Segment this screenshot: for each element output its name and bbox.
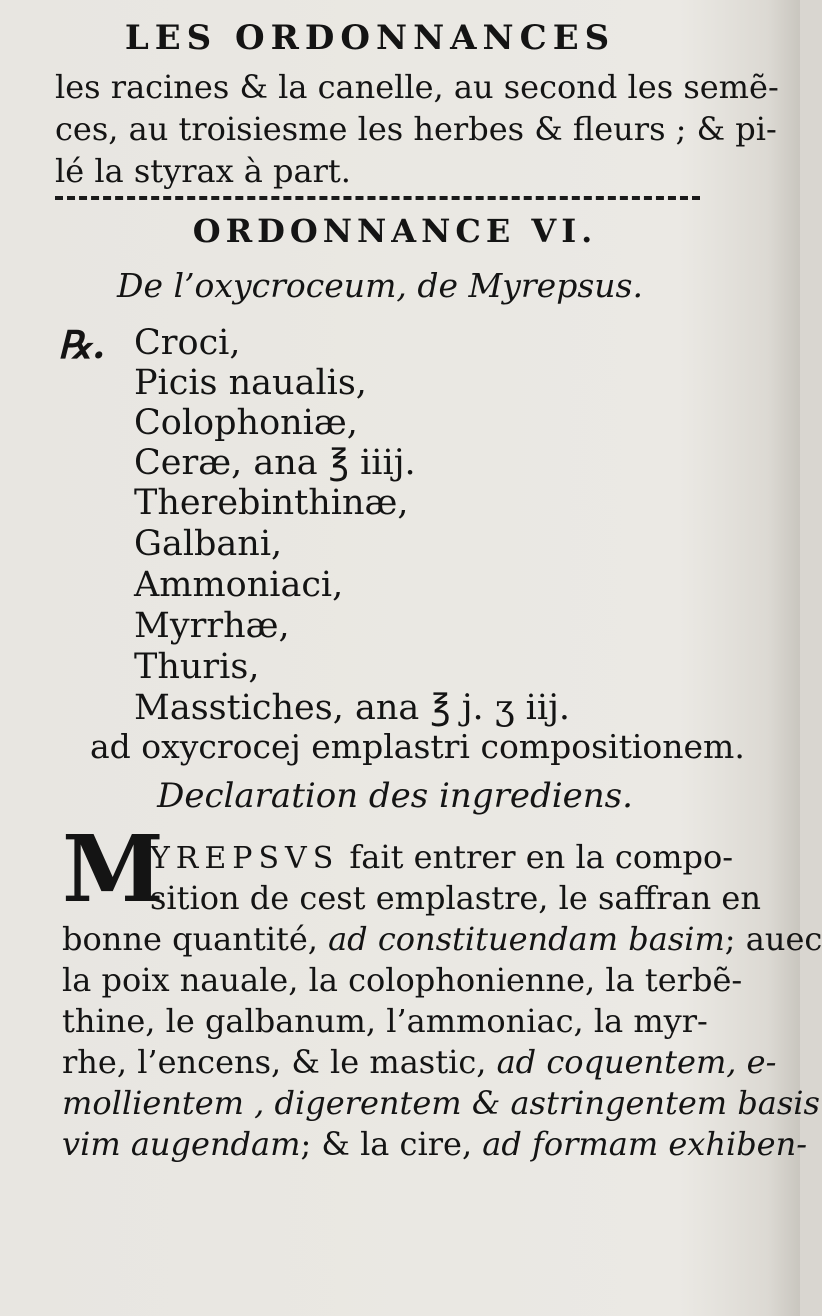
declaration-line bbox=[62, 961, 742, 999]
text-line: lé la styrax à part. bbox=[55, 152, 351, 190]
text-line: ces, au troisiesme les herbes & fleurs ; & pi- bbox=[55, 110, 777, 148]
latin-phrase: ad formam exhiben- bbox=[482, 1125, 808, 1163]
latin-phrase: mollientem , digerentem & astringentem basis bbox=[62, 1084, 820, 1122]
recipe-symbol: ℞. bbox=[58, 322, 106, 367]
latin-phrase: ad constituendam basim bbox=[328, 920, 725, 958]
declaration-line bbox=[150, 879, 761, 917]
declaration-line bbox=[62, 1002, 708, 1040]
declaration-line bbox=[150, 838, 733, 876]
latin-phrase: ad coquentem, e- bbox=[496, 1043, 777, 1081]
ingredient-item: Thuris, bbox=[134, 647, 260, 687]
drop-cap: M bbox=[62, 815, 164, 923]
ingredient-item: Galbani, bbox=[134, 524, 283, 564]
declaration-line bbox=[62, 920, 822, 958]
text-span: bonne quantité, bbox=[62, 920, 329, 958]
text-span: la poix nauale, la colophonienne, la terbẽ- bbox=[62, 961, 743, 999]
text-span: rhe, l’encens, & le mastic, bbox=[62, 1043, 497, 1081]
dashed-rule bbox=[55, 196, 700, 200]
ingredient-item: Therebinthinæ, bbox=[134, 483, 409, 523]
declaration-line bbox=[62, 1084, 820, 1122]
ingredient-item: Croci, bbox=[134, 323, 241, 363]
text-span: sition de cest emplastre, le saffran en bbox=[150, 879, 761, 917]
running-head: LES ORDONNANCES bbox=[124, 18, 616, 58]
ordonnance-title: ORDONNANCE VI. bbox=[192, 212, 598, 250]
ingredient-item: Ammoniaci, bbox=[134, 565, 344, 605]
text-span: fait entrer en la compo- bbox=[339, 838, 734, 876]
ingredient-item: Colophoniæ, bbox=[134, 403, 358, 443]
text-span: thine, le galbanum, l’ammoniac, la myr- bbox=[62, 1002, 708, 1040]
text-span: ; & la cire, bbox=[300, 1125, 483, 1163]
ordonnance-subtitle: De l’oxycroceum, de Myrepsus. bbox=[117, 266, 643, 305]
declaration-line bbox=[62, 1125, 807, 1163]
declaration-line bbox=[62, 1043, 776, 1081]
recipe-closing: ad oxycrocej emplastri compositionem. bbox=[90, 727, 745, 766]
declaration-heading: Declaration des ingrediens. bbox=[157, 776, 633, 816]
latin-phrase: vim augendam bbox=[62, 1125, 301, 1163]
ingredient-item: Masstiches, ana ℥ j. ʒ iij. bbox=[134, 688, 571, 728]
ingredient-item: Picis naualis, bbox=[134, 363, 367, 403]
ingredient-item: Ceræ, ana ℥ iiij. bbox=[134, 443, 416, 483]
text-span: ; auec bbox=[724, 920, 822, 958]
ingredient-item: Myrrhæ, bbox=[134, 606, 290, 646]
text-line: les racines & la canelle, au second les semẽ- bbox=[55, 68, 779, 106]
smallcaps-name: YREPSVS bbox=[150, 841, 340, 876]
bleed-through-text bbox=[420, 150, 439, 350]
